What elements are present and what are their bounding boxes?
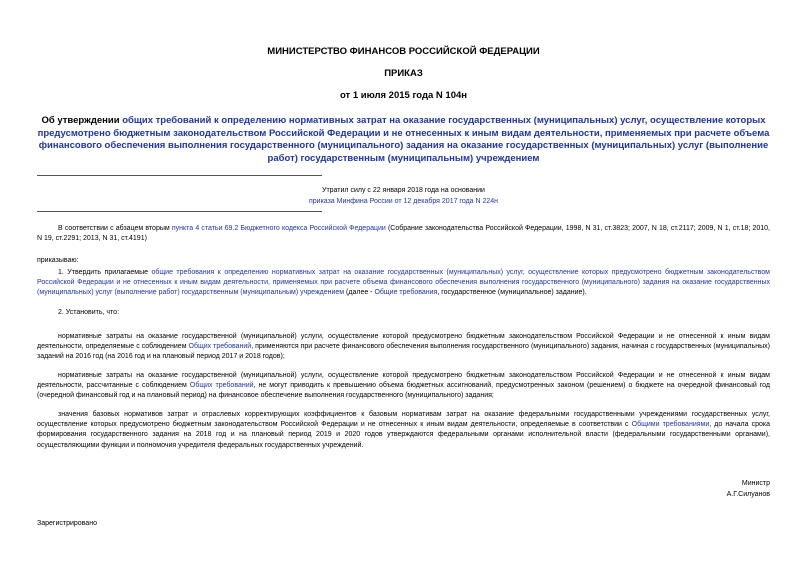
item1-link-short[interactable]: Общие требования xyxy=(374,289,438,297)
sub2-suffix: , не могут приводить к превышению объема бюджетных ассигнований, предусмотренных законом (решением) о бюджете на очередной финансовый год (очередной финансовый год и на плановый период) на финансовое обеспечение выполнения государственного (муниципального) задания; xyxy=(37,382,770,400)
doc-type-heading: ПРИКАЗ xyxy=(384,68,423,79)
item1-suffix: , государственное (муниципальное) задание). xyxy=(437,289,587,297)
subitem-3-paragraph xyxy=(37,410,770,451)
status-line-1: Утратил силу с 22 января 2018 года на основании xyxy=(322,187,485,194)
title-prefix: Об утверждении xyxy=(41,115,123,126)
item1-prefix: 1. Утвердить прилагаемые xyxy=(58,269,152,276)
sub2-link[interactable]: Общих требований xyxy=(189,382,254,390)
item-2-paragraph: 2. Установить, что: xyxy=(58,309,120,316)
intro-link[interactable]: пункта 4 статьи 69.2 Бюджетного кодекса Российской Федерации xyxy=(171,225,386,232)
signature-position: Министр xyxy=(741,480,770,487)
ministry-heading: МИНИСТЕРСТВО ФИНАНСОВ РОССИЙСКОЙ ФЕДЕРАЦИИ xyxy=(267,46,540,57)
sub3-link[interactable]: Общими требованиями xyxy=(631,421,710,429)
sub1-suffix: , применяются при расчете финансового обеспечения выполнения государственного (муниципального) задания, начиная с государственных (муниципальных) заданий на 2016 год (на 2016 год и на плановый период 2017 и 2018 годов); xyxy=(37,343,770,361)
subitem-1-paragraph xyxy=(37,332,770,363)
signature-name: А.Г.Силуанов xyxy=(726,491,770,498)
date-number-heading: от 1 июля 2015 года N 104н xyxy=(339,90,468,101)
divider-top xyxy=(37,175,322,176)
sub3-prefix: значения базовых нормативов затрат и отраслевых корректирующих коэффициентов к базовым нормативам затрат на оказание федеральными государственными учреждениями государственных услуг, осуществление которых предусмотрено бюджетным законодательством Российской Федерации и не отнесенных к иным видам деятельности, определяемые в соответствии с xyxy=(37,411,770,429)
intro-prefix: В соответствии с абзацем вторым xyxy=(58,225,172,232)
divider-bottom xyxy=(37,211,322,212)
item1-middle: (далее - xyxy=(344,289,375,297)
intro-paragraph xyxy=(37,224,770,244)
title-link[interactable]: общих требований к определению нормативных затрат на оказание государственных (муниципальных) услуг, осуществление которых предусмотрено бюджетным законодательством Российской Федерации и не отнесенных к иным видам деятельности, применяемых при расчете объема финансового обеспечения выполнения государственного (муниципального) задания на оказание государственных (муниципальных) услуг (выполнение работ) государственным (муниципальным) учреждением xyxy=(37,115,770,164)
sub1-link[interactable]: Общих требований xyxy=(188,343,252,351)
sub2-prefix: нормативные затраты на оказание государственной (муниципальной) услуги, осуществление которой предусмотрено бюджетным законодательством Российской Федерации и не отнесенной к иным видам деятельности, рассчитанные с соблюдением xyxy=(37,372,770,390)
item-1-paragraph xyxy=(37,268,770,299)
registered-note: Зарегистрировано xyxy=(37,520,97,527)
sub1-prefix: нормативные затраты на оказание государственной (муниципальной) услуги, осуществление которой предусмотрено бюджетным законодательством Российской Федерации и не отнесенной к иным видам деятельности, определяемые с соблюдением xyxy=(37,333,770,351)
intro-suffix: (Собрание законодательства Российской Федерации, 1998, N 31, ст.3823; 2007, N 18, ст.2117; 2009, N 1, ст.18; 2010, N 19, ст.2291; 2013, N 31, ст.4191) xyxy=(37,225,771,243)
status-link[interactable]: приказа Минфина России от 12 декабря 2017 года N 224н xyxy=(308,198,499,205)
order-word: приказываю: xyxy=(37,257,79,264)
sub3-suffix: , до начала срока формирования государственного задания на 2018 год и на плановый период 2019 и 2020 годов утверждаются федеральными органами исполнительной власти (федеральными государственными органами), осуществляющими функции и полномочия учредителя федеральных государственных учреждений. xyxy=(37,421,770,449)
item1-link[interactable]: общие требования к определению нормативных затрат на оказание государственных (муниципальных) услуг, осуществление которых предусмотрено бюджетным законодательством Российской Федерации и не отнесенных к иным видам деятельности, применяемых при расчете объема финансового обеспечения выполнения государственного (муниципального) задания на оказание государственных (муниципальных) услуг (выполнение работ) государственным (муниципальным) учреждением xyxy=(37,269,770,297)
document-title xyxy=(30,115,777,165)
subitem-2-paragraph xyxy=(37,371,770,402)
